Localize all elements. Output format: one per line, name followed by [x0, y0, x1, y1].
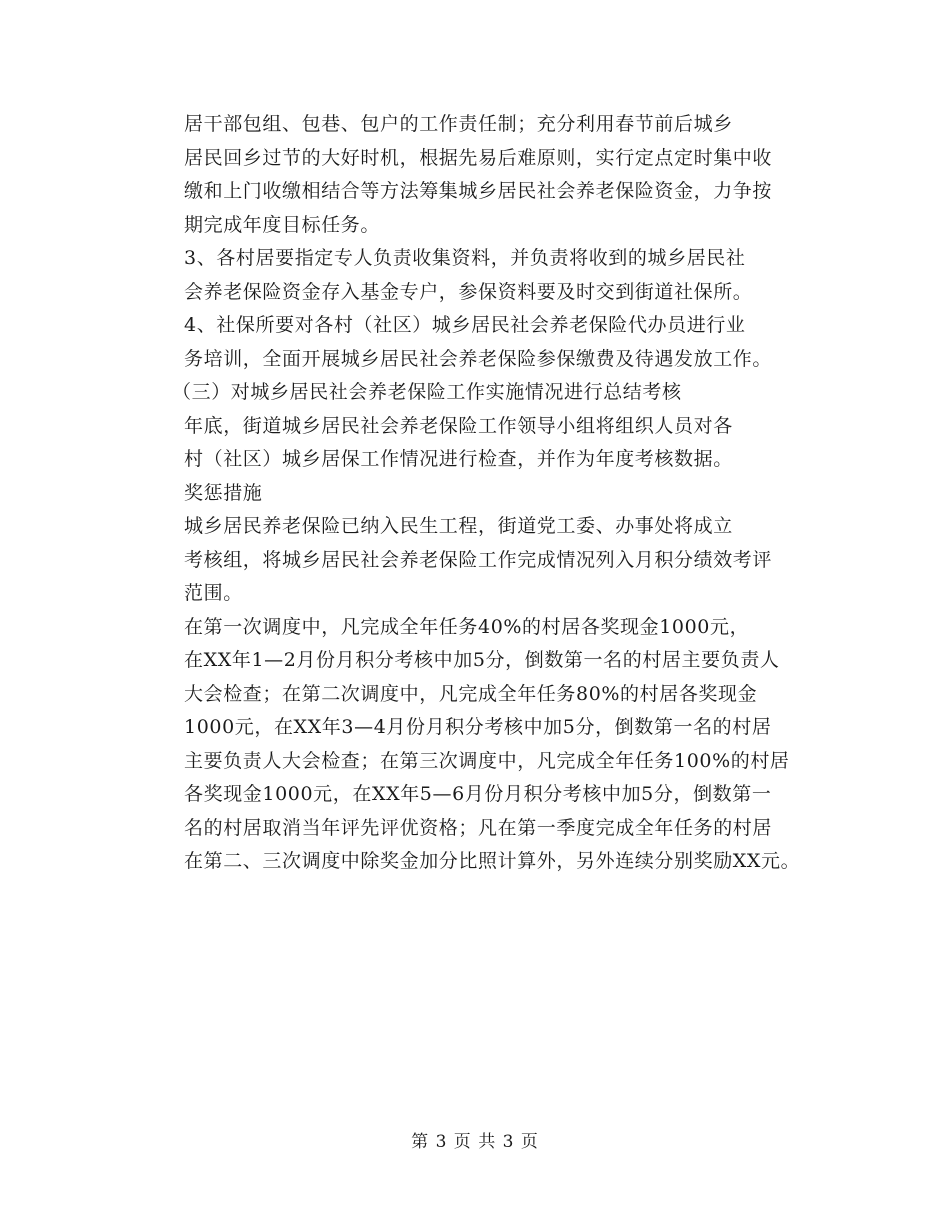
text-line: 缴和上门收缴相结合等方法筹集城乡居民社会养老保险资金，力争按 — [184, 180, 773, 202]
section-heading-rewards — [142, 477, 814, 511]
text-line: 4、社保所要对各村（社区）城乡居民社会养老保险代办员进行业 — [184, 314, 746, 336]
text-line: 名的村居取消当年评先评优资格；凡在第一季度完成全年任务的村居 — [184, 816, 773, 839]
paragraph-responsibility — [142, 108, 814, 242]
text-line: 居民回乡过节的大好时机，根据先易后难原则，实行定点定时集中收 — [184, 146, 773, 169]
text-line: （三）对城乡居民社会养老保险工作实施情况进行总结考核 — [172, 381, 682, 403]
paragraph-assessment-group — [142, 510, 814, 611]
paragraph-item-4 — [142, 309, 814, 376]
text-line: 奖惩措施 — [184, 481, 263, 504]
text-line: 期完成年度目标任务。 — [184, 213, 381, 236]
text-line: 居干部包组、包巷、包户的工作责任制；充分利用春节前后城乡 — [184, 113, 733, 135]
paragraph-dispatch-rewards — [142, 611, 814, 879]
paragraph-year-end-check — [142, 410, 814, 477]
text-line: 在XX年1—2月份月积分考核中加5分，倒数第一名的村居主要负责人 — [184, 649, 780, 671]
section-heading-3 — [142, 376, 814, 410]
text-line: 务培训，全面开展城乡居民社会养老保险参保缴费及待遇发放工作。 — [184, 347, 773, 370]
text-line: 1000元，在XX年3—4月份月积分考核中加5分，倒数第一名的村居 — [184, 716, 772, 738]
text-line: 范围。 — [184, 582, 243, 604]
text-line: 城乡居民养老保险已纳入民生工程，街道党工委、办事处将成立 — [184, 515, 733, 537]
text-line: 在第一次调度中，凡完成全年任务40%的村居各奖现金1000元， — [184, 615, 750, 638]
paragraph-item-3 — [142, 242, 814, 309]
page-number-footer: 第 3 页 共 3 页 — [411, 1132, 539, 1152]
text-line: 主要负责人大会检查；在第三次调度中，凡完成全年任务100%的村居 — [184, 749, 790, 772]
text-line: 考核组，将城乡居民社会养老保险工作完成情况列入月积分绩效考评 — [184, 548, 773, 571]
text-line: 各奖现金1000元，在XX年5—6月份月积分考核中加5分，倒数第一 — [184, 783, 772, 805]
text-line: 村（社区）城乡居保工作情况进行检查，并作为年度考核数据。 — [184, 448, 733, 470]
document-body — [142, 108, 814, 879]
text-line: 大会检查；在第二次调度中，凡完成全年任务80%的村居各奖现金 — [184, 682, 758, 705]
text-line: 在第二、三次调度中除奖金加分比照计算外，另外连续分别奖励XX元。 — [184, 850, 801, 872]
text-line: 会养老保险资金存入基金专户，参保资料要及时交到街道社保所。 — [184, 280, 753, 303]
text-line: 3、各村居要指定专人负责收集资料，并负责将收到的城乡居民社 — [184, 247, 746, 269]
text-line: 年底，街道城乡居民社会养老保险工作领导小组将组织人员对各 — [184, 414, 733, 437]
